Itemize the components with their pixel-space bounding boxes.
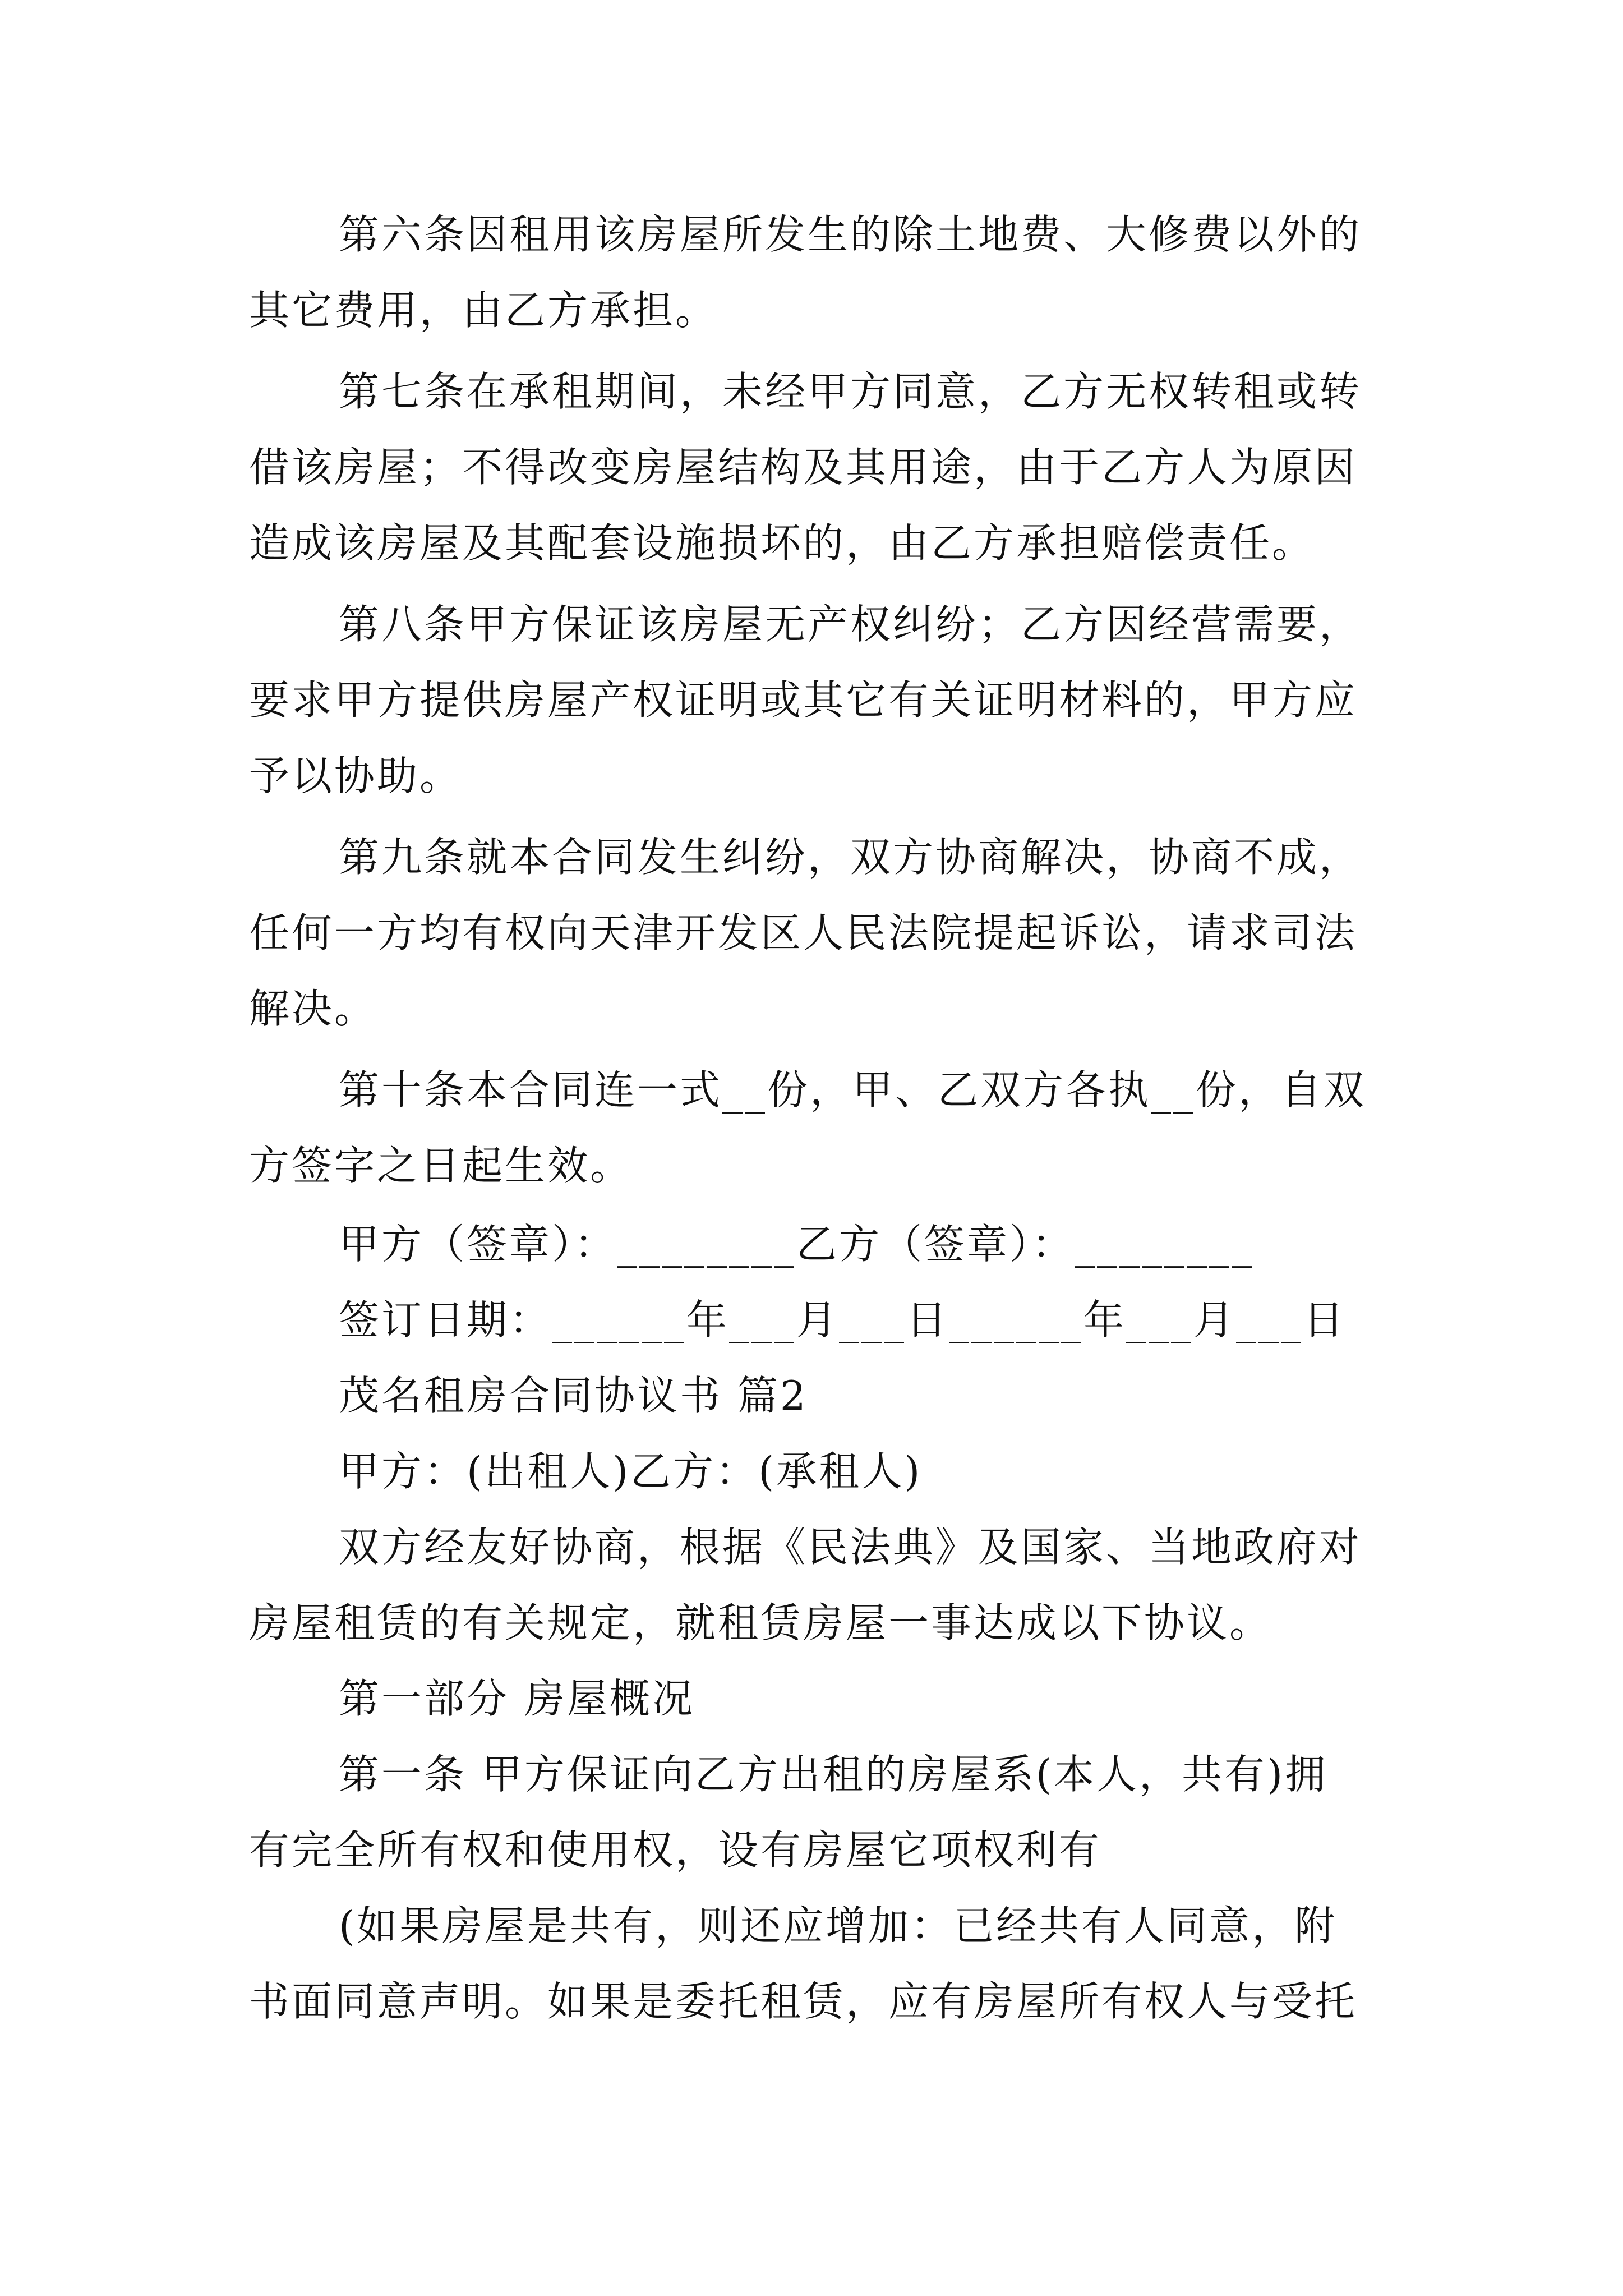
preamble-line-2: 房屋租赁的有关规定，就租赁房屋一事达成以下协议。 (249, 1599, 1272, 1646)
article-8-line-2: 要求甲方提供房屋产权证明或其它有关证明材料的，甲方应 (249, 677, 1358, 724)
parties-line: 甲方：(出租人)乙方：(承租人) (339, 1448, 923, 1495)
article-7-line-3: 造成该房屋及其配套设施损坏的，由乙方承担赔偿责任。 (249, 519, 1315, 567)
section-title-part-2: 茂名租房合同协议书 篇2 (339, 1372, 808, 1419)
article-10-line-1: 第十条本合同连一式__份，甲、乙双方各执__份，自双 (339, 1066, 1367, 1114)
article-10-line-2: 方签字之日起生效。 (249, 1142, 633, 1189)
article-6-line-1: 第六条因租用该房屋所发生的除土地费、大修费以外的 (339, 211, 1362, 258)
note-line-2: 书面同意声明。如果是委托租赁，应有房屋所有权人与受托 (249, 1978, 1358, 2025)
article-6-line-2: 其它费用，由乙方承担。 (249, 287, 718, 334)
part-1-heading: 第一部分 房屋概况 (339, 1675, 695, 1722)
article-7-line-2: 借该房屋；不得改变房屋结构及其用途，由于乙方人为原因 (249, 444, 1358, 491)
signing-date-line: 签订日期：______年___月___日______年___月___日 (339, 1296, 1347, 1343)
article-9-line-2: 任何一方均有权向天津开发区人民法院提起诉讼，请求司法 (249, 909, 1358, 956)
article-1-line-1: 第一条 甲方保证向乙方出租的房屋系(本人，共有)拥 (339, 1751, 1328, 1798)
note-line-1: (如果房屋是共有，则还应增加：已经共有人同意，附 (339, 1902, 1338, 1949)
article-9-line-1: 第九条就本合同发生纠纷，双方协商解决，协商不成， (339, 834, 1362, 881)
article-8-line-3: 予以协助。 (249, 752, 463, 799)
article-9-line-3: 解决。 (249, 985, 377, 1032)
signature-line: 甲方（签章）：________乙方（签章）：________ (339, 1221, 1255, 1268)
article-1-line-2: 有完全所有权和使用权，设有房屋它项权利有 (249, 1826, 1102, 1874)
article-7-line-1: 第七条在承租期间，未经甲方同意，乙方无权转租或转 (339, 368, 1362, 415)
preamble-line-1: 双方经友好协商，根据《民法典》及国家、当地政府对 (339, 1524, 1362, 1571)
article-8-line-1: 第八条甲方保证该房屋无产权纠纷；乙方因经营需要， (339, 601, 1362, 648)
